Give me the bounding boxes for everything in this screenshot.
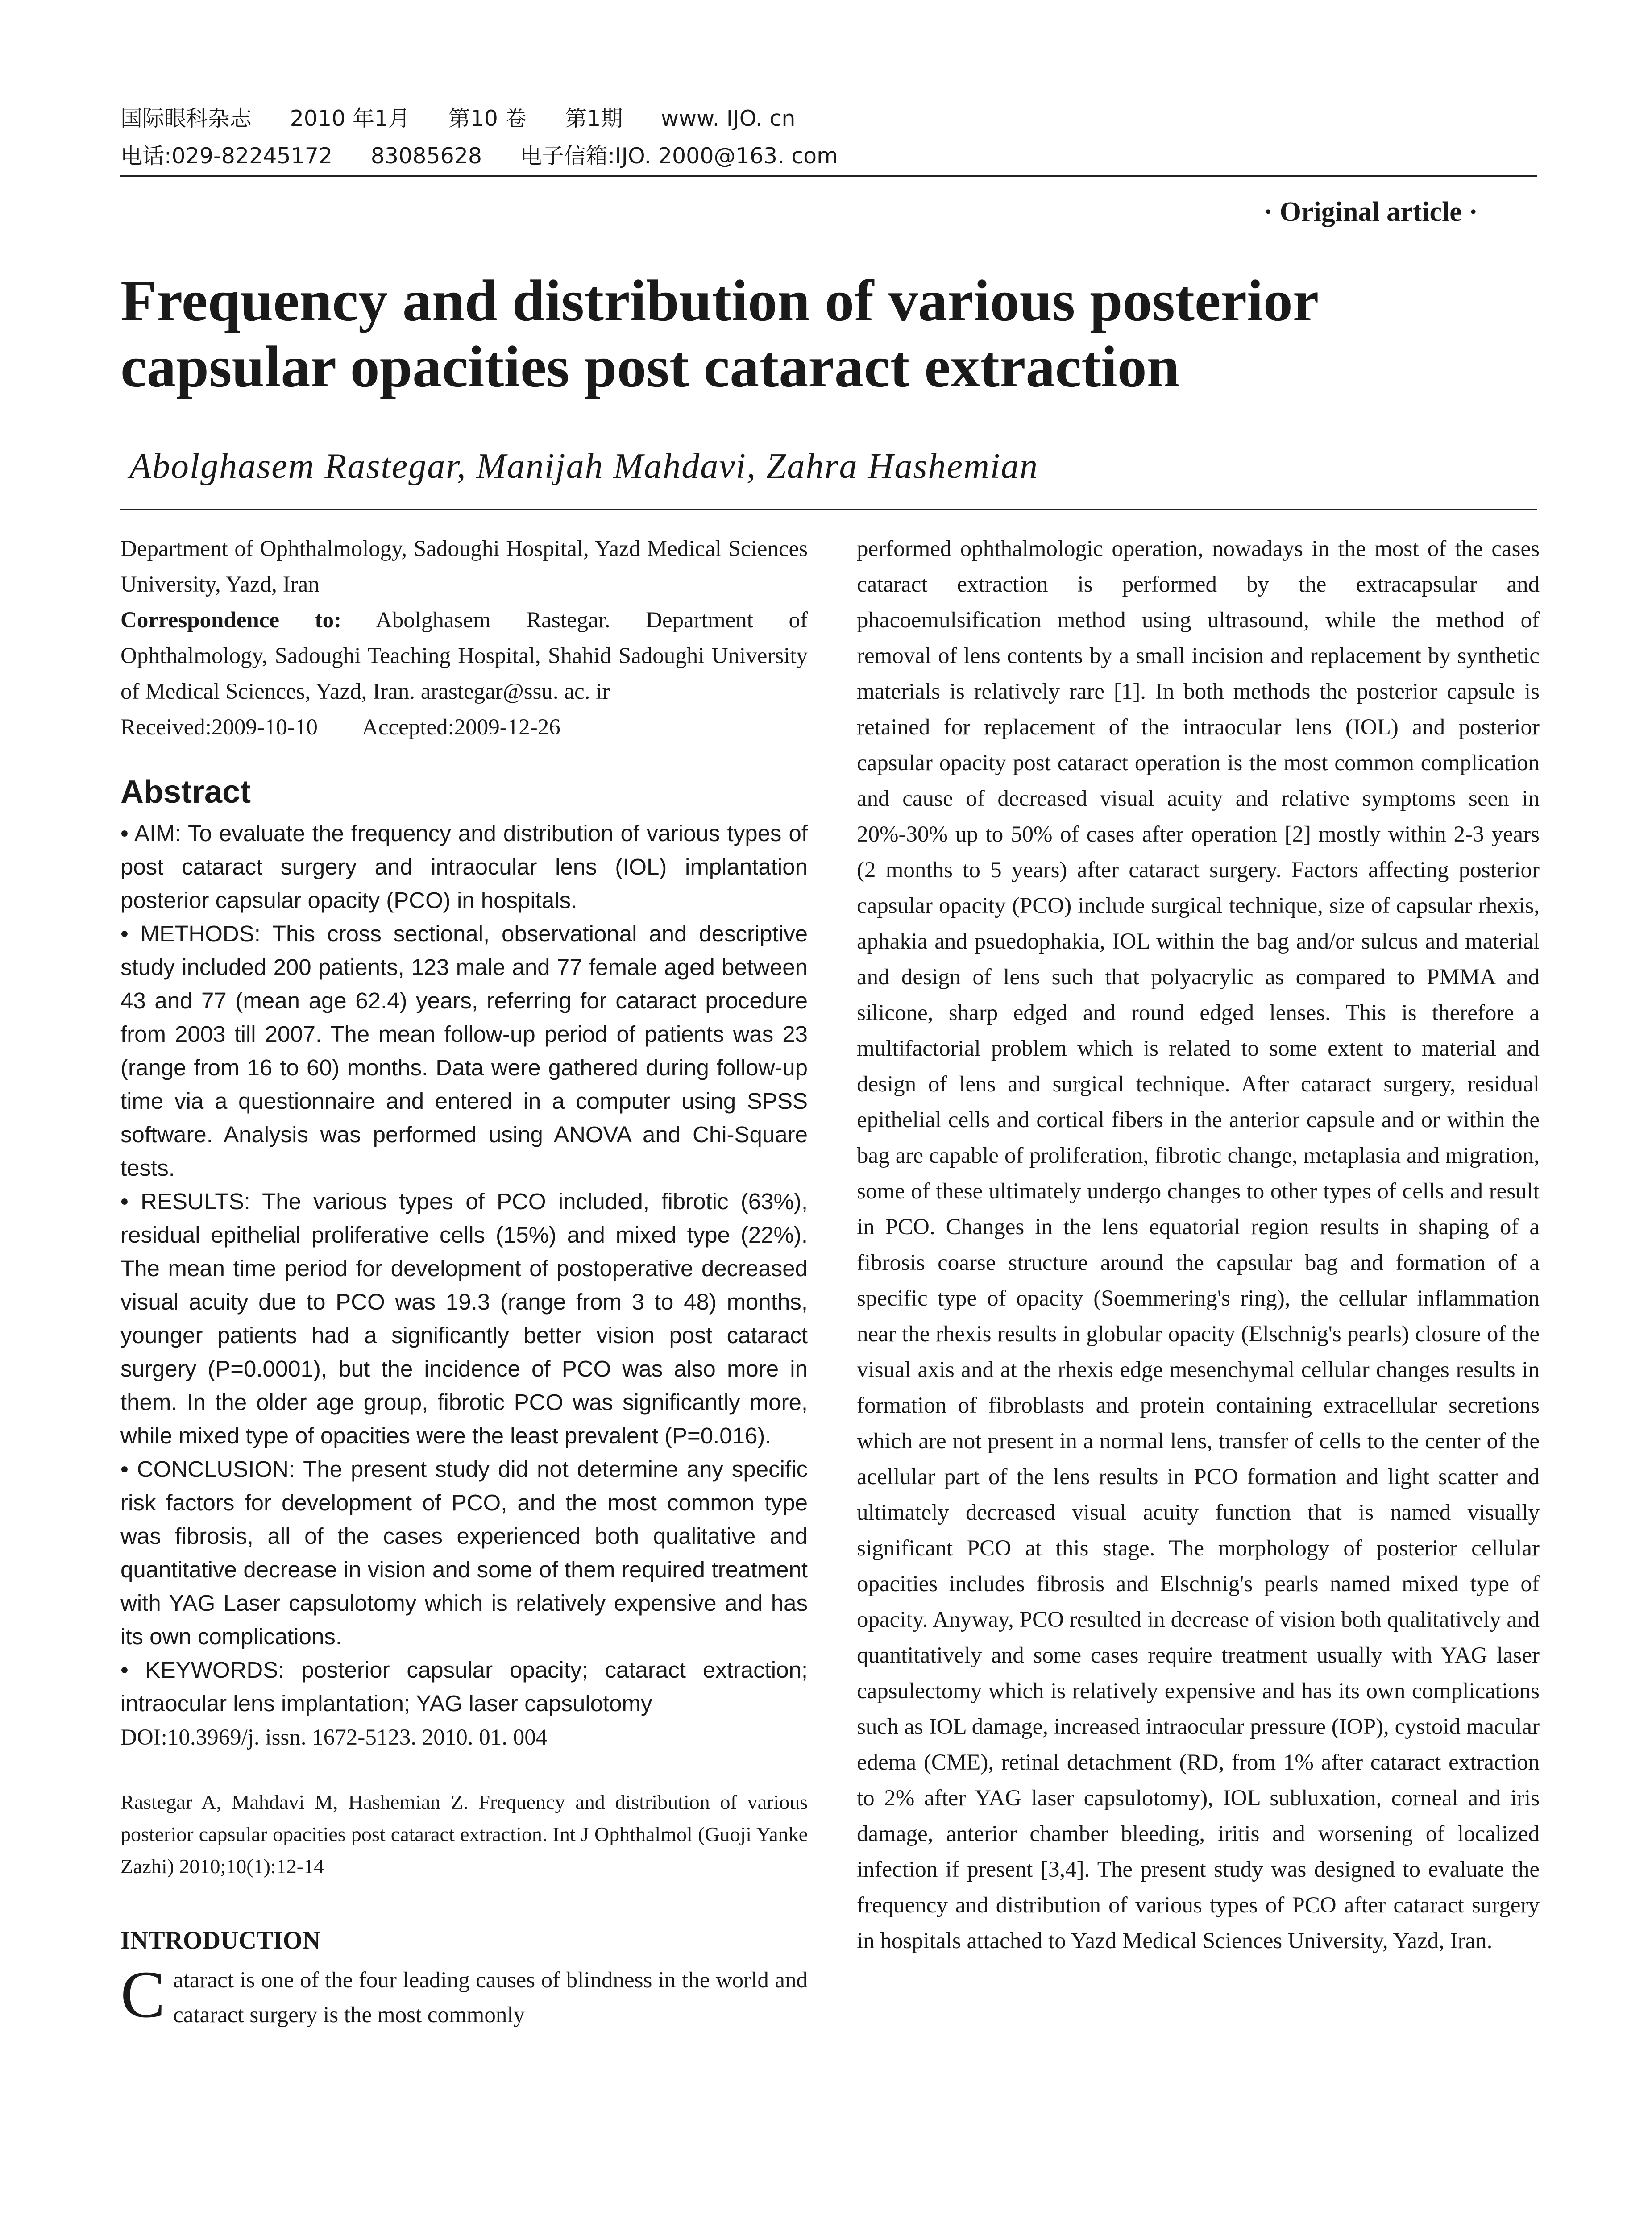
introduction-left: [120, 1957, 808, 2032]
abstract-methods: • METHODS: This cross sectional, observational and descriptive study included 200 patients, 123 male and 77 female aged between 43 and 77 (mean age 62.4) years, referring for cataract procedure from 2003 till 2007. The mean follow-up period of patients was 23 (range from 16 to 60) months. Data were gathered during follow-up time via a questionnaire and entered in a computer using SPSS software. Analysis was performed using ANOVA and Chi-Square tests.: [120, 921, 808, 1181]
journal-name: 国际眼科杂志: [120, 106, 252, 131]
abstract-results: • RESULTS: The various types of PCO included, fibrotic (63%), residual epithelial proliferative cells (15%) and mixed type (22%). The mean time period for development of postoperative decreased visual acuity due to PCO was 19.3 (range from 3 to 48) months, younger patients had a significantly better vision post cataract surgery (P=0.0001), but the incidence of PCO was also more in them. In the older age group, fibrotic PCO was significantly more, while mixed type of opacities were the least prevalent (P=0.016).: [120, 1189, 808, 1448]
email: 电子信箱:IJO. 2000@163. com: [520, 143, 838, 169]
doi: DOI:10.3969/j. issn. 1672-5123. 2010. 01. 004: [120, 1725, 548, 1750]
citation: Rastegar A, Mahdavi M, Hashemian Z. Frequency and distribution of various posterior capsular opacities post cataract extraction. Int J Ophthalmol (Guoji Yanke Zazhi) 2010;10(1):12-14: [120, 1791, 808, 1878]
right-column: [857, 531, 1540, 1959]
correspondence-label: Correspondence to:: [120, 608, 342, 633]
affiliation: Department of Ophthalmology, Sadoughi Hospital, Yazd Medical Sciences University, Yazd, Iran: [120, 536, 808, 597]
issue: 第1期: [565, 106, 623, 131]
introduction-right-text: performed ophthalmologic operation, nowadays in the most of the cases cataract extraction is performed by the extracapsular and phacoemulsification method using ultrasound, while the method of removal of lens contents by a small incision and replacement by synthetic materials is relatively rare [1]. In both methods the posterior capsule is retained for replacement of the intraocular lens (IOL) and posterior capsular opacity post cataract operation is the most common complication and cause of decreased visual acuity and relative symptoms seen in 20%-30% up to 50% of cases after operation [2] mostly within 2-3 years (2 months to 5 years) after cataract surgery. Factors affecting posterior capsular opacity (PCO) include surgical technique, size of capsular rhexis, aphakia and psuedophakia, IOL within the bag and/or sulcus and material and design of lens such that polyacrylic as compared to PMMA and silicone, sharp edged and round edged lenses. This is therefore a multifactorial problem which is related to some extent to material and design of lens and surgical technique. After cataract surgery, residual epithelial cells and cortical fibers in the anterior capsule and or within the bag are capable of proliferation, fibrotic change, metaplasia and migration, some of these ultimately undergo changes to other types of cells and result in PCO. Changes in the lens equatorial region results in shaping of a fibrosis coarse structure around the capsular bag and formation of a specific type of opacity (Soemmering's ring), the cellular inflammation near the rhexis results in globular opacity (Elschnig's pearls) closure of the visual axis and at the rhexis edge mesenchymal cellular changes results in formation of fibroblasts and protein containing extracellular secretions which are not present in a normal lens, transfer of cells to the center of the acellular part of the lens results in PCO formation and light scatter and ultimately decreased visual acuity function that is named visually significant PCO at this stage. The morphology of posterior cellular opacities includes fibrosis and Elschnig's pearls named mixed type of opacity. Anyway, PCO resulted in decrease of vision both qualitatively and quantitatively and some cases require treatment usually with YAG laser capsulectomy which is relatively expensive and has its own complications such as IOL damage, increased intraocular pressure (IOP), cystoid macular edema (CME), retinal detachment (RD, from 1% after cataract extraction to 2% after YAG laser capsulotomy), IOL subluxation, corneal and iris damage, anterior chamber bleeding, iritis and worsening of localized infection if present [3,4]. The present study was designed to evaluate the frequency and distribution of various types of PCO after cataract surgery in hospitals attached to Yazd Medical Sciences University, Yazd, Iran.: [857, 536, 1540, 1953]
received-accepted: Received:2009-10-10 Accepted:2009-12-26: [120, 715, 560, 740]
issue-date: 2010 年1月: [290, 106, 411, 131]
abstract-aim: • AIM: To evaluate the frequency and distribution of various types of post cataract surgery and intraocular lens (IOL) implantation posterior capsular opacity (PCO) in hospitals.: [120, 821, 808, 913]
abstract-keywords: • KEYWORDS: posterior capsular opacity; cataract extraction; intraocular lens implantation; YAG laser capsulotomy: [120, 1657, 808, 1716]
phone: 电话:029-82245172: [120, 143, 333, 169]
phone-2: 83085628: [370, 143, 482, 169]
authors: Abolghasem Rastegar, Manijah Mahdavi, Zahra Hashemian: [129, 447, 1039, 486]
article-type: · Original article ·: [1263, 197, 1478, 227]
left-column: [120, 531, 808, 2032]
journal-website: www. IJO. cn: [660, 106, 796, 131]
correspondence: [120, 602, 808, 709]
authors-rule: [120, 509, 1537, 510]
abstract-heading: Abstract: [120, 774, 251, 810]
introduction-left-text: ataract is one of the four leading causes of blindness in the world and cataract surgery is the most commonly: [173, 1968, 808, 2028]
introduction-heading: INTRODUCTION: [120, 1927, 321, 1954]
drop-cap: C: [120, 1957, 166, 2032]
article-title: Frequency and distribution of various posterior capsular opacities post cataract extraction: [120, 268, 1318, 399]
header-rule: [120, 175, 1537, 177]
journal-header-line-2: [120, 143, 869, 170]
correspondence-text: Abolghasem Rastegar. Department of Ophthalmology, Sadoughi Teaching Hospital, Shahid Sadoughi University of Medical Sciences, Yazd, Iran. arastegar@ssu. ac. ir: [120, 608, 808, 704]
abstract-conclusion: • CONCLUSION: The present study did not determine any specific risk factors for development of PCO, and the most common type was fibrosis, all of the cases experienced both qualitative and quantitative decrease in vision and some of them required treatment with YAG Laser capsulotomy which is relatively expensive and has its own complications.: [120, 1456, 808, 1649]
journal-header-line-1: [120, 105, 826, 132]
volume: 第10 卷: [448, 106, 527, 131]
